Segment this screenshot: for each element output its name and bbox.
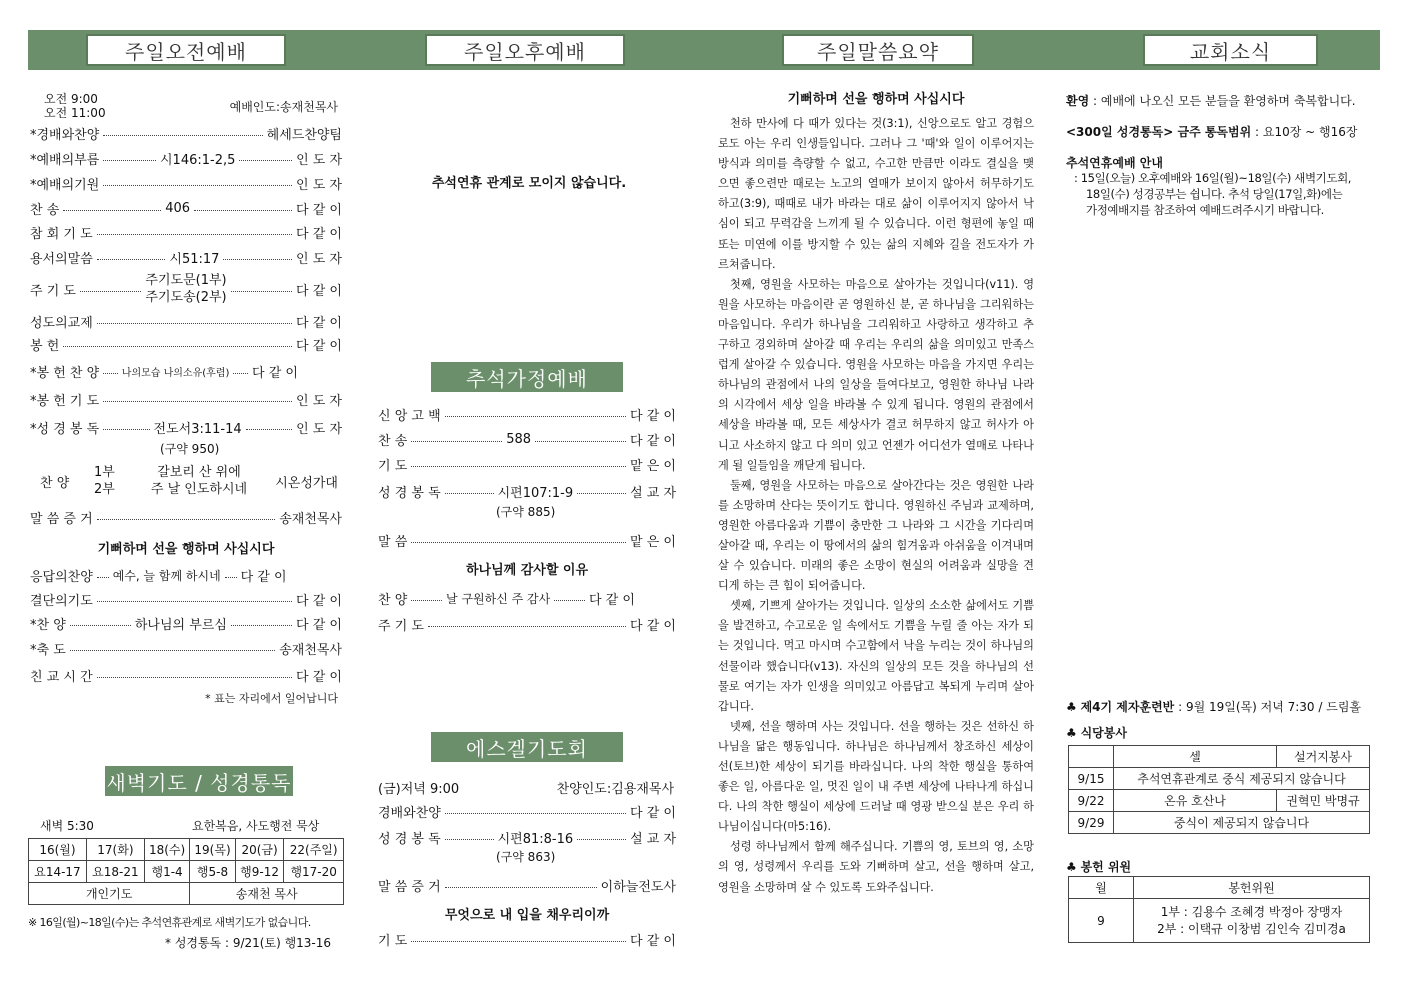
offering-table: [1068, 876, 1370, 943]
order-label: 친 교 시 간: [30, 670, 93, 685]
ezekiel-prayer-order: [378, 778, 676, 948]
meal-table: [1068, 745, 1370, 834]
summary-paragraph: 넷째, 선을 행하며 사는 것입니다. 선을 행하는 것은 선하신 하나님을 닮은 행동입니다. 하나님은 하나님께서 창조하신 세상이 선(토브)한 세상이 되기를 바라십니다. 나의 착한 행실을 통하여 좋은 일, 아름다운 일, 멋진 일이 내 주변 세상에 나타나게 하십니다. 나의 착한 행실이 세상에 드러날 때 영광 받으실 분은 우리 하나님이십니다(마5:16).: [718, 719, 1034, 834]
order-row: [378, 430, 676, 449]
order-right: 다 같 이: [296, 316, 342, 331]
order-row: [30, 124, 342, 143]
summary-title: 기뻐하며 선을 행하며 사십시다: [787, 92, 965, 107]
news-holiday-title: 추석연휴예배 안내: [1066, 156, 1163, 170]
order-label: 참 회 기 도: [30, 227, 93, 242]
header-sermon-summary: 주일말씀요약: [782, 34, 974, 66]
clover-icon: ♣: [1066, 860, 1077, 874]
reading-cell: 행5-8: [190, 861, 235, 883]
news-meal: [1066, 724, 1127, 741]
reading-page-note: (구약 950): [160, 442, 220, 456]
stand-note: * 표는 자리에서 일어납니다: [205, 692, 338, 705]
order-right: 다 같 이: [296, 203, 342, 218]
order-row: [30, 335, 342, 354]
ezekiel-sermon-title: 무엇으로 내 입을 채우리이까: [444, 908, 610, 923]
order-row: [30, 199, 342, 218]
order-right: 다 같 이: [630, 806, 676, 821]
order-row: [30, 312, 342, 331]
order-right: 송재천목사: [279, 512, 342, 527]
day-cell: 19(목): [190, 839, 235, 861]
order-row: [378, 455, 676, 474]
order-label: 응답의찬양: [30, 570, 93, 585]
order-label: *봉 헌 기 도: [30, 394, 100, 409]
service-time-second: 오전 11:00: [44, 106, 106, 120]
sermon-title: 기뻐하며 선을 행하며 사십시다: [97, 542, 275, 557]
chuseok-worship-order: [378, 405, 676, 635]
order-label: 주 기 도: [30, 283, 76, 299]
order-right: 다 같 이: [630, 409, 676, 424]
meal-date: 9/22: [1069, 790, 1114, 812]
order-row: [30, 418, 342, 437]
meal-date: 9/29: [1069, 812, 1114, 834]
offering-first-service: 1부 : 김용수 조혜경 박정아 장맹자: [1160, 904, 1343, 919]
holiday-line: 18일(수) 성경공부는 쉽니다. 추석 당일(17일,화)에는: [1086, 187, 1343, 201]
reading-cell: 행17-20: [284, 861, 344, 883]
order-label: 용서의말씀: [30, 252, 93, 267]
order-row: [378, 615, 676, 634]
disciple-text: : 9월 19일(목) 저녁 7:30 / 드림홀: [1174, 700, 1362, 714]
order-row: [30, 149, 342, 168]
order-mid: 나의모습 나의소유(후렴): [121, 368, 230, 379]
order-label: 경배와찬양: [378, 806, 441, 821]
order-row: [378, 828, 676, 847]
day-cell: 20(금): [235, 839, 284, 861]
personal-prayer-cell: 개인기도: [29, 883, 190, 905]
summary-paragraph: 성령 하나님께서 함께 해주십니다. 기쁨의 영, 토브의 영, 소망의 영, 성령께서 우리를 도와 기뻐하며 살고, 선을 행하며 살고, 영원을 소망하며 살 수 있도록 도와주십니다.: [718, 840, 1034, 894]
order-right: 헤세드찬양팀: [266, 128, 342, 143]
offering-header: 봉헌위원: [1134, 877, 1370, 899]
clover-icon: ♣: [1066, 726, 1077, 740]
order-mid: 예수, 늘 함께 하시네: [112, 569, 221, 583]
reading-schedule-note: * 성경통독 : 9/21(토) 행13-16: [165, 936, 332, 950]
dawn-book: 요한복음, 사도행전 묵상: [192, 819, 320, 833]
worship-leader: 예배인도:송재천목사: [229, 100, 338, 114]
ezekiel-prayer-title: 에스겔기도회: [431, 732, 623, 762]
order-mid: [145, 272, 226, 306]
order-row: [30, 362, 342, 381]
order-label: *봉 헌 찬 양: [30, 366, 100, 381]
order-mid: 시편107:1-9: [497, 486, 574, 501]
order-label: 말 씀: [378, 535, 408, 550]
day-cell: 22(주일): [284, 839, 344, 861]
clover-icon: ♣: [1066, 700, 1077, 714]
news-welcome: [1066, 92, 1356, 109]
order-right: 설 교 자: [630, 832, 677, 847]
hymn-choir: 시온성가대: [275, 476, 338, 491]
order-row: [30, 248, 342, 267]
order-mid: 하나님의 부르심: [134, 618, 227, 633]
order-label: 성도의교제: [30, 316, 93, 331]
meal-header: 셀: [1114, 746, 1277, 768]
order-right: 이하늘전도사: [600, 880, 676, 895]
order-label: 성 경 봉 독: [378, 832, 441, 847]
order-row: [30, 590, 342, 609]
order-mid: 시146:1-2,5: [159, 153, 236, 168]
order-right: 다 같 이: [630, 619, 676, 634]
order-label: 말 씀 증 거: [30, 512, 93, 527]
order-row: [30, 508, 342, 527]
reading-text: : 요10장 ~ 행16장: [1251, 125, 1358, 139]
order-label: 말 씀 증 거: [378, 880, 441, 895]
meal-text: 추석연휴관계로 중식 제공되지 않습니다: [1114, 768, 1370, 790]
order-right: 다 같 이: [296, 227, 342, 242]
order-mid: 406: [165, 201, 191, 216]
order-label: 찬 송: [378, 434, 408, 449]
order-row: [30, 174, 342, 193]
dawn-prayer-title: 새벽기도 / 성경통독: [105, 766, 293, 796]
summary-paragraph: 첫째, 영원을 사모하는 마음으로 살아가는 것입니다(v11). 영원을 사모하는 마음이란 곧 영원하신 분, 곧 하나님을 그리워하는 마음입니다. 우리가 하나님을 그리워하고 사랑하고 생각하고 추구하고 경외하며 살아갈 때 우리는 우리의 삶을 의미있고 만족스럽게 살아갈 수 있습니다. 영원을 사모하는 마음을 가지면 우리는 하나님의 관점에서 나의 일상을 들여다보고, 영원한 하나님 나라의 시각에서 세상 일을 바라볼 수 있게 됩니다. 영원의 관점에서 세상을 바라볼 때, 모든 세상사가 결코 허무하지 않고 허사가 아니고 사소하지 않고 다 의미 있고 언젠가 어디선가 열매로 나타나게 될 일들임을 깨닫게 됩니다.: [718, 277, 1034, 472]
order-row: [378, 531, 676, 550]
order-right: 다 같 이: [630, 434, 676, 449]
order-right: 인 도 자: [296, 153, 343, 168]
order-label: *경배와찬양: [30, 128, 100, 143]
order-label: 찬 양: [378, 593, 408, 608]
reading-page-note: (구약 863): [496, 850, 556, 864]
meal-text: 중식이 제공되지 않습니다: [1114, 812, 1370, 834]
order-label: 기 도: [378, 459, 408, 474]
order-label: *예배의부름: [30, 153, 100, 168]
header-afternoon-worship: 주일오후예배: [425, 34, 625, 66]
reading-cell: 요14-17: [29, 861, 87, 883]
offering-label: 봉헌 위원: [1080, 860, 1132, 874]
welcome-text: : 예배에 나오신 모든 분들을 환영하며 축복합니다.: [1089, 94, 1356, 108]
reading-label: <300일 성경통독> 금주 통독범위: [1066, 125, 1252, 139]
hymn-part-first: 1부: [94, 465, 115, 480]
summary-paragraph: 셋째, 기쁘게 살아가는 것입니다. 일상의 소소한 삶에서도 기쁨을 발견하고, 수고로운 일 속에서도 기쁨을 누릴 줄 아는 자가 되는 것입니다. 먹고 마시며 수고함에서 낙을 누리는 것이 하나님의 선물이라 했습니다(v13). 자신의 일상의 모든 것을 하나님의 선물로 여기는 자가 인생을 의미있고 아름답고 복되게 누리며 살아갑니다.: [718, 599, 1034, 713]
pastor-cell: 송재천 목사: [190, 883, 344, 905]
chuseok-worship-title: 추석가정예배: [431, 362, 623, 392]
order-row: [378, 802, 676, 821]
order-row: [378, 876, 676, 895]
order-row-lords-prayer: [30, 272, 342, 306]
day-cell: 18(수): [144, 839, 189, 861]
offering-second-service: 2부 : 이택규 이창범 김인숙 김미경a: [1157, 921, 1346, 936]
ezekiel-time: (금)저녁 9:00: [378, 782, 460, 797]
order-right: 인 도 자: [296, 252, 342, 267]
reading-cell: 행9-12: [235, 861, 284, 883]
order-label: *찬 양: [30, 618, 66, 633]
news-reading: [1066, 123, 1357, 140]
order-label: 신 앙 고 백: [378, 409, 441, 424]
order-row: [30, 666, 342, 685]
ezekiel-leader: 찬양인도:김용재목사: [556, 782, 674, 797]
summary-paragraph: 둘째, 영원을 사모하는 마음으로 살아간다는 것은 영원한 나라를 소망하며 산다는 뜻이기도 합니다. 영원하신 주님과 교제하며, 영원한 아름다움과 기쁨이 충만한 그 나라와 그 시간을 기다리며 살아갈 때, 우리는 이 땅에서의 삶의 힘겨움과 아쉬움을 이겨내며 살 수 있습니다. 미래의 좋은 소망이 현실의 어려움과 실망을 견디게 하는 큰 힘이 되어줍니다.: [718, 478, 1034, 593]
order-mid: 날 구원하신 주 감사: [446, 592, 551, 606]
header-church-news: 교회소식: [1143, 34, 1318, 66]
order-mid: 588: [506, 432, 532, 447]
header-morning-worship: 주일오전예배: [86, 34, 286, 66]
holiday-line: : 15일(오늘) 오후예배와 16일(월)~18일(수) 새벽기도회,: [1074, 171, 1352, 185]
order-row: [30, 390, 342, 409]
news-offering: [1066, 858, 1131, 875]
order-row: [378, 930, 676, 949]
order-label: 찬 송: [30, 203, 60, 218]
hymn-label: 찬 양: [40, 476, 70, 491]
hymn-song-first: 갈보리 산 위에: [157, 465, 241, 480]
welcome-label: 환영: [1066, 94, 1090, 108]
order-right: 맡 은 이: [630, 459, 676, 474]
afternoon-notice: 추석연휴 관계로 모이지 않습니다.: [431, 176, 627, 191]
order-right: 다 같 이: [296, 618, 342, 633]
order-label: 결단의기도: [30, 594, 93, 609]
order-label: 성 경 봉 독: [378, 486, 441, 501]
meal-wash: 권혁민 박명규: [1277, 790, 1370, 812]
order-row: [378, 482, 676, 501]
order-row: [30, 566, 342, 585]
service-time-first: 오전 9:00: [44, 92, 98, 106]
hymn-song-second: 주 날 인도하시네: [150, 482, 248, 497]
order-label: 주 기 도: [378, 619, 424, 634]
meal-cell: 온유 호산나: [1114, 790, 1277, 812]
order-row: [378, 589, 676, 608]
order-row: [30, 223, 342, 242]
order-right: 설 교 자: [630, 486, 677, 501]
order-right: 맡 은 이: [630, 535, 676, 550]
order-row: [30, 639, 342, 658]
prayer-second-service: 주기도송(2부): [145, 290, 227, 305]
order-right: 다 같 이: [296, 594, 342, 609]
order-mid: 시편81:8-16: [497, 832, 574, 847]
reading-cell: 행1-4: [144, 861, 189, 883]
chuseok-sermon-title: 하나님께 감사할 이유: [465, 563, 589, 578]
news-disciple: [1066, 698, 1361, 715]
order-right: 다 같 이: [252, 366, 298, 381]
order-label: 봉 헌: [30, 339, 60, 354]
order-right: 인 도 자: [296, 178, 342, 193]
meal-header: 설거지봉사: [1277, 746, 1370, 768]
summary-body: [718, 114, 1034, 898]
hymn-part-second: 2부: [94, 482, 115, 497]
order-right: 다 같 이: [296, 670, 342, 685]
order-right: 다 같 이: [240, 570, 287, 585]
offering-month: 9: [1069, 899, 1134, 943]
order-right: 다 같 이: [296, 339, 342, 354]
order-right: 다 같 이: [296, 283, 342, 299]
day-cell: 17(화): [86, 839, 144, 861]
order-right: 송재천목사: [279, 643, 342, 658]
order-mid: 시51:17: [169, 252, 220, 267]
order-row: [378, 405, 676, 424]
order-label: *축 도: [30, 643, 66, 658]
order-mid: 전도서3:11-14: [153, 422, 242, 437]
dawn-schedule-table: [28, 838, 344, 905]
summary-paragraph: 천하 만사에 다 때가 있다는 것(3:1), 신앙으로도 알고 경험으로도 아는 우리 인생들입니다. 그러나 그 '때'와 일이 이루어지는 방식과 의미를 측량할 수 없고, 수고한 만큼만 이라도 결실을 맺으면 좋으련만 때로는 노고의 열매가 보이지 않아서 허무하기도 하고(3:9), 때때로 내가 바라는 대로 삶이 이루어지지 않아서 낙심이 되고 무력감을 느끼게 될 수 있습니다. 이런 형편에 놓일 때 또는 미연에 이를 방지할 수 있는 삶의 지혜와 길을 전도자가 가르쳐줍니다.: [718, 117, 1034, 271]
holiday-line: 가정예배지를 참조하여 예배드려주시기 바랍니다.: [1086, 203, 1324, 217]
prayer-first-service: 주기도문(1부): [145, 273, 227, 288]
reading-page-note: (구약 885): [496, 505, 556, 519]
morning-worship-order: [30, 92, 342, 712]
dawn-time: 새벽 5:30: [40, 819, 94, 833]
hymn-parts: [94, 464, 115, 498]
order-right: 인 도 자: [296, 422, 343, 437]
hymn-songs: [134, 464, 264, 498]
meal-label: 식당봉사: [1080, 726, 1127, 740]
order-right: 다 같 이: [630, 934, 676, 949]
order-row: [30, 614, 342, 633]
order-right: 인 도 자: [296, 394, 342, 409]
disciple-label: 제4기 제자훈련반: [1080, 700, 1175, 714]
offering-members: [1134, 899, 1370, 943]
news-holiday-text: [1074, 170, 1351, 218]
offering-header: 월: [1069, 877, 1134, 899]
service-times: [44, 92, 106, 120]
day-cell: 16(월): [29, 839, 87, 861]
dawn-note: ※ 16일(월)~18일(수)는 추석연휴관계로 새벽기도가 없습니다.: [28, 916, 311, 929]
order-label: 기 도: [378, 934, 408, 949]
meal-date: 9/15: [1069, 768, 1114, 790]
order-right: 다 같 이: [589, 593, 635, 608]
order-label: *성 경 봉 독: [30, 422, 100, 437]
meal-header: [1069, 746, 1114, 768]
reading-cell: 요18-21: [86, 861, 144, 883]
order-label: *예배의기원: [30, 178, 100, 193]
